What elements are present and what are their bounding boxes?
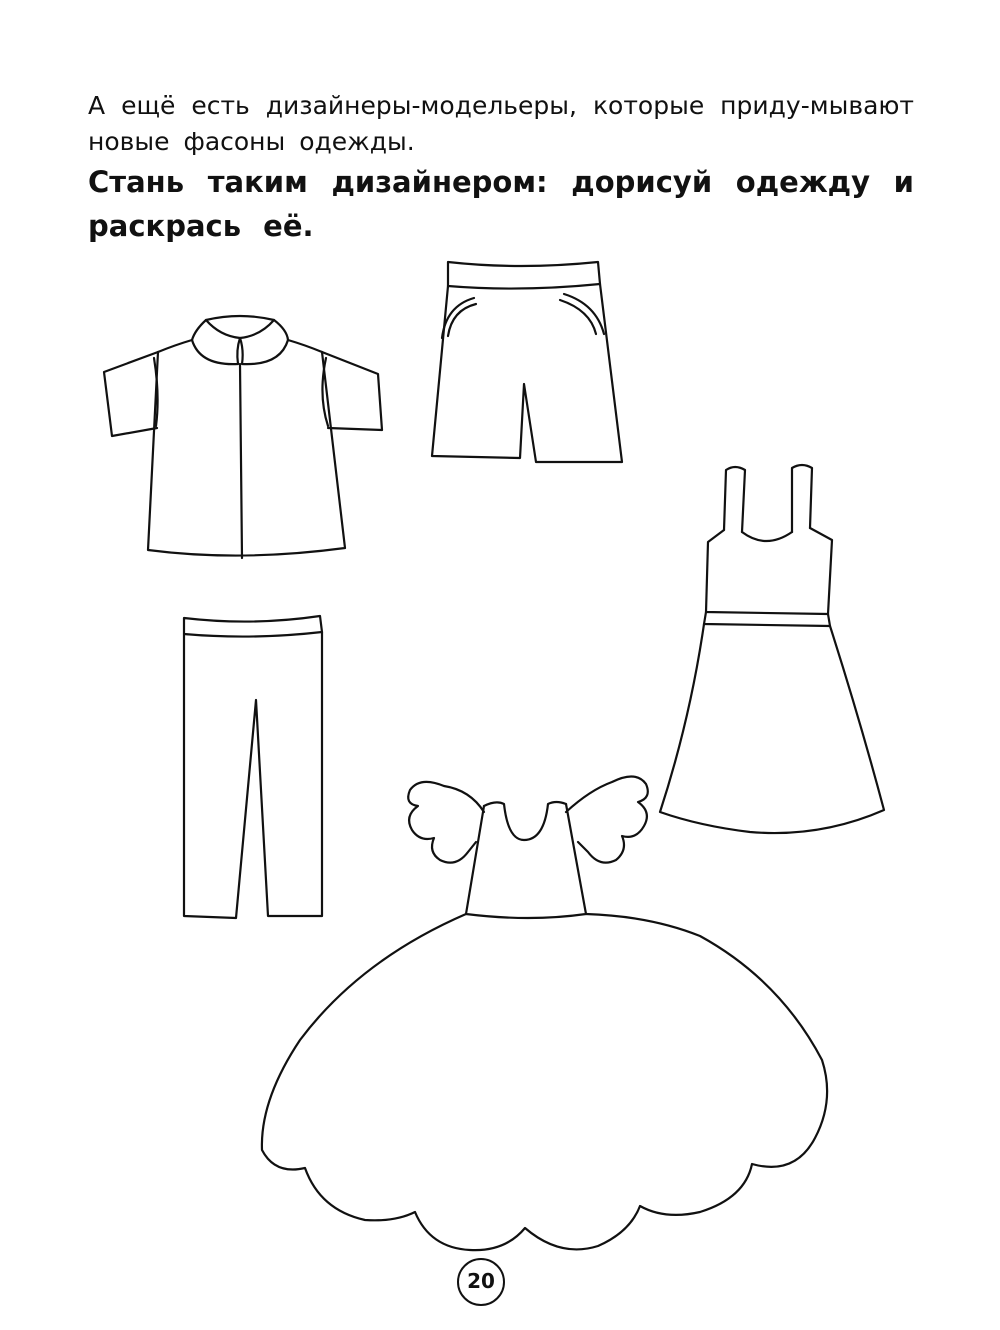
shirt-drawing[interactable] [104, 316, 382, 558]
task-instruction: Стань таким дизайнером: дорисуй одежду и раскрась её. [88, 165, 914, 243]
sundress-drawing[interactable] [660, 465, 884, 833]
trousers-drawing[interactable] [184, 616, 322, 918]
ball-gown-drawing[interactable] [262, 776, 827, 1250]
page-number: 20 [457, 1258, 505, 1306]
intro-paragraph: А ещё есть дизайнеры-модельеры, которые приду-мывают новые фасоны одежды. [88, 91, 914, 156]
shorts-drawing[interactable] [432, 262, 622, 462]
